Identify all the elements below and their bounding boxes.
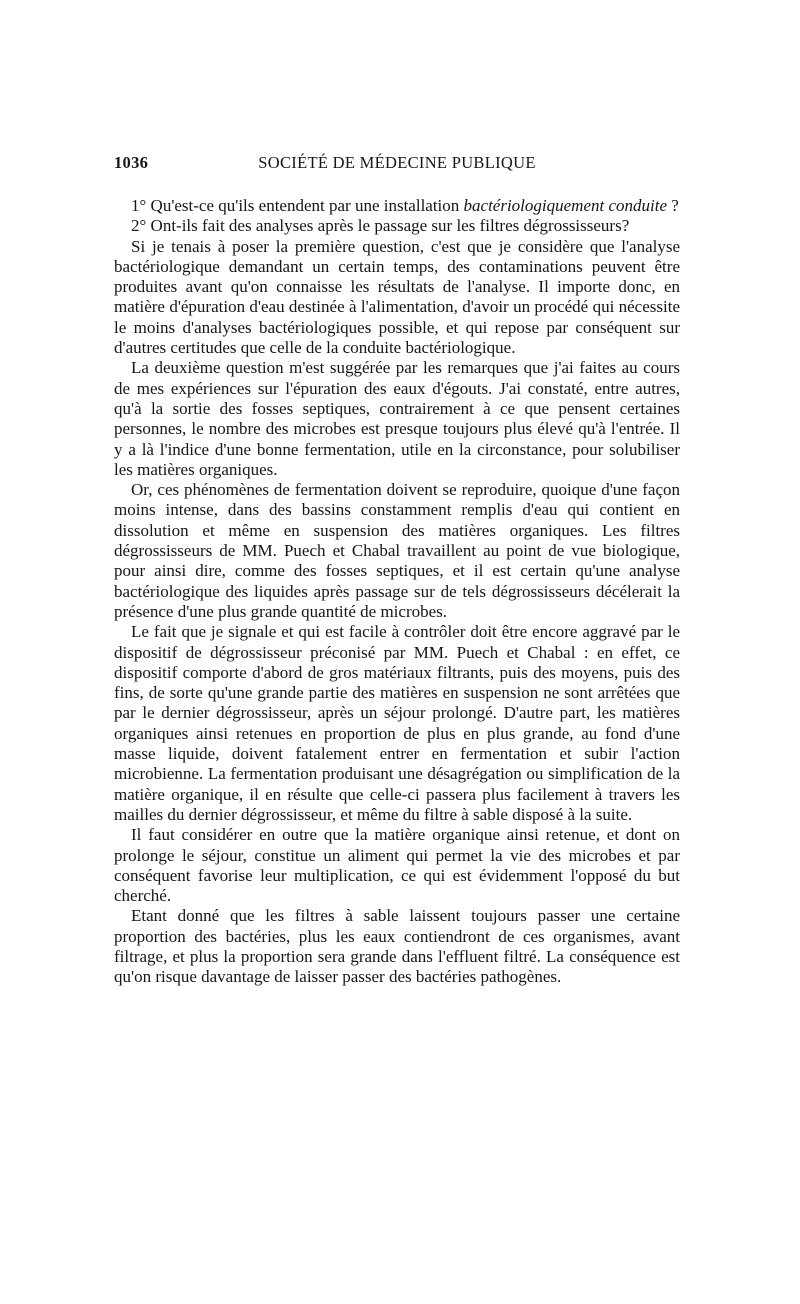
question-1-text: 1° Qu'est-ce qu'ils entendent par une installation — [131, 196, 464, 215]
paragraph: Le fait que je signale et qui est facile à contrôler doit être encore aggravé par le dispositif de dégrossisseur préconisé par MM. Puech et Chabal : en effet, ce dispositif comporte d'abord de gros matériaux filtrants, puis des moyens, puis des fins, de sorte qu'une grande partie des matières en suspension ne sont arrêtées que par le dernier dégrossisseur, après un séjour prolongé. D'autre part, les matières organiques ainsi retenues en proportion de plus en plus grande, au fond d'une masse liquide, doivent fatalement entrer en fermentation et subir l'action microbienne. La fermentation produisant une désagrégation ou simplification de la matière organique, il en résulte que celle-ci passera plus facilement à travers les mailles du dernier dégrossisseur, et même du filtre à sable disposé à la suite. — [114, 622, 680, 824]
page-number: 1036 — [114, 153, 149, 172]
body-text — [114, 196, 680, 988]
paragraph: Or, ces phénomènes de fermentation doivent se reproduire, quoique d'une façon moins intense, dans des bassins constamment remplis d'eau qui contient en dissolution et même en suspension des matières organiques. Les filtres dégrossisseurs de MM. Puech et Chabal travaillent au point de vue biologique, pour ainsi dire, comme des fosses septiques, et il est certain qu'une analyse bactériologique des liquides après passage sur de tels dégrossisseurs décélerait la présence d'une plus grande quantité de microbes. — [114, 480, 680, 621]
paragraph-question-1 — [114, 196, 680, 216]
italic-term: bactériologiquement conduite — [463, 196, 668, 215]
question-1-end: ? — [667, 196, 679, 215]
paragraph: La deuxième question m'est suggérée par les remarques que j'ai faites au cours de mes expériences sur l'épuration des eaux d'égouts. J'ai constaté, entre autres, qu'à la sortie des fosses septiques, contrairement à ce que pensent certaines personnes, le nombre des microbes est presque toujours plus élevé qu'à l'entrée. Il y a là l'indice d'une bonne fermentation, utile en la circonstance, pour solubiliser les matières organiques. — [114, 358, 680, 479]
paragraph: Etant donné que les filtres à sable laissent toujours passer une certaine proportion des bactéries, plus les eaux contiendront de ces organismes, avant filtrage, et plus la proportion sera grande dans l'effluent filtré. La conséquence est qu'on risque davantage de laisser passer des bactéries pathogènes. — [114, 906, 680, 987]
paragraph: Il faut considérer en outre que la matière organique ainsi retenue, et dont on prolonge le séjour, constitue un aliment qui permet la vie des microbes et par conséquent favorise leur multiplication, ce qui est évidemment l'opposé du but cherché. — [114, 825, 680, 906]
paragraph: Si je tenais à poser la première question, c'est que je considère que l'analyse bactériologique demandant un certain temps, des contaminations peuvent être produites avant qu'on connaisse les résultats de l'analyse. Il importe donc, en matière d'épuration d'eau destinée à l'alimentation, d'avoir un procédé qui nécessite le moins d'analyses bactériologiques possible, et qui repose par conséquent sur d'autres certitudes que celle de la conduite bactériologique. — [114, 236, 680, 358]
paragraph-question-2: 2° Ont-ils fait des analyses après le passage sur les filtres dégrossisseurs? — [131, 216, 630, 236]
running-head: SOCIÉTÉ DE MÉDECINE PUBLIQUE — [258, 153, 536, 172]
page-header — [114, 153, 680, 179]
